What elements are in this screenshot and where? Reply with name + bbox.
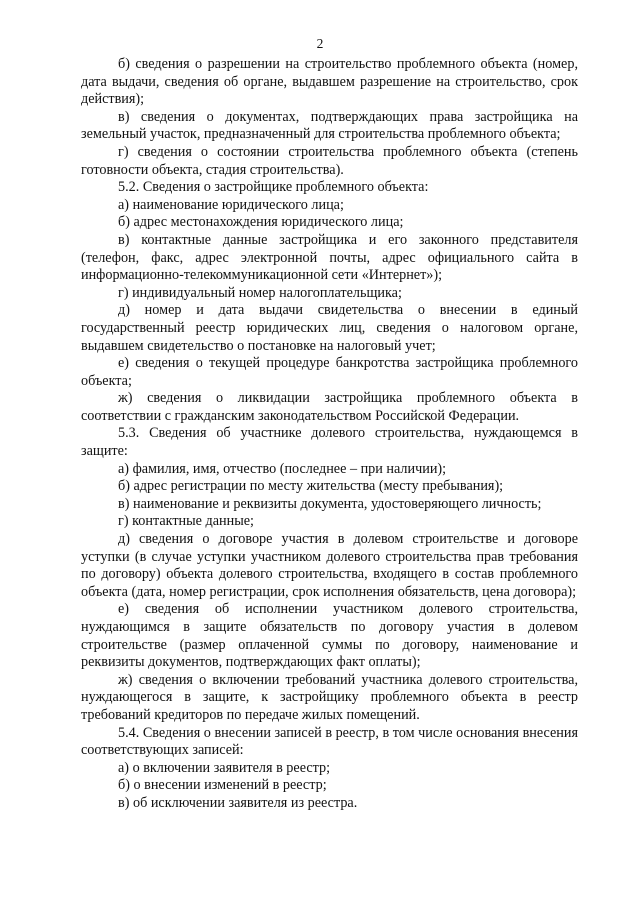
document-body [81, 56, 578, 813]
paragraph: а) наименование юридического лица; [118, 196, 344, 213]
paragraph: ж) сведения о включении требований участника долевого строительства, нуждающегося в защите, к застройщику проблемного объекта в реестр требований кредиторов по передаче жилых помещений. [81, 671, 578, 723]
paragraph: г) индивидуальный номер налогоплательщика; [118, 284, 402, 301]
paragraph: д) сведения о договоре участия в долевом строительстве и договоре уступки (в случае уступки участником долевого строительства прав требования по договору) объекта долевого строительства, входящего в состав проблемного объекта (дата, номер регистрации, срок исполнения обязательств, цена договора); [81, 531, 578, 600]
section-heading-5-4: 5.4. Сведения о внесении записей в реестр, в том числе основания внесения соответствующих записей: [81, 724, 578, 759]
paragraph: в) сведения о документах, подтверждающих права застройщика на земельный участок, предназначенный для строительства проблемного объекта; [81, 108, 578, 143]
paragraph: б) адрес местонахождения юридического лица; [118, 214, 404, 231]
paragraph: ж) сведения о ликвидации застройщика проблемного объекта в соответствии с гражданским законодательством Российской Федерации. [81, 390, 578, 424]
paragraph: г) сведения о состоянии строительства проблемного объекта (степень готовности объекта, стадия строительства). [81, 143, 578, 178]
paragraph: а) фамилия, имя, отчество (последнее – при наличии); [118, 460, 447, 477]
paragraph: б) адрес регистрации по месту жительства (месту пребывания); [118, 478, 504, 495]
section-heading-5-2: 5.2. Сведения о застройщике проблемного объекта: [118, 179, 429, 196]
paragraph: д) номер и дата выдачи свидетельства о внесении в единый государственный реестр юридических лиц, сведения о налоговом органе, выдавшем свидетельство о постановке на налоговый учет; [81, 302, 578, 354]
paragraph: б) сведения о разрешении на строительство проблемного объекта (номер, дата выдачи, сведения об органе, выдавшем разрешение на строительство, срок действия); [81, 56, 578, 108]
paragraph: б) о внесении изменений в реестр; [118, 777, 327, 794]
paragraph: в) контактные данные застройщика и его законного представителя (телефон, факс, адрес электронной почты, адрес официального сайта в информационно-телекоммуникационной сети «Интернет»); [81, 231, 578, 284]
paragraph: в) наименование и реквизиты документа, удостоверяющего личность; [118, 495, 542, 512]
paragraph: в) об исключении заявителя из реестра. [118, 794, 358, 811]
page-number: 2 [316, 36, 324, 51]
section-heading-5-3: 5.3. Сведения об участнике долевого строительства, нуждающемся в защите: [81, 425, 578, 460]
paragraph: е) сведения о текущей процедуре банкротства застройщика проблемного объекта; [81, 355, 578, 389]
paragraph: а) о включении заявителя в реестр; [118, 759, 331, 776]
paragraph: г) контактные данные; [118, 513, 254, 530]
paragraph: е) сведения об исполнении участником долевого строительства, нуждающимся в защите обязательств по договору участия в долевом строительстве (размер оплаченной суммы по договору, наименование и реквизиты документов, подтверждающих факт оплаты); [81, 601, 578, 671]
